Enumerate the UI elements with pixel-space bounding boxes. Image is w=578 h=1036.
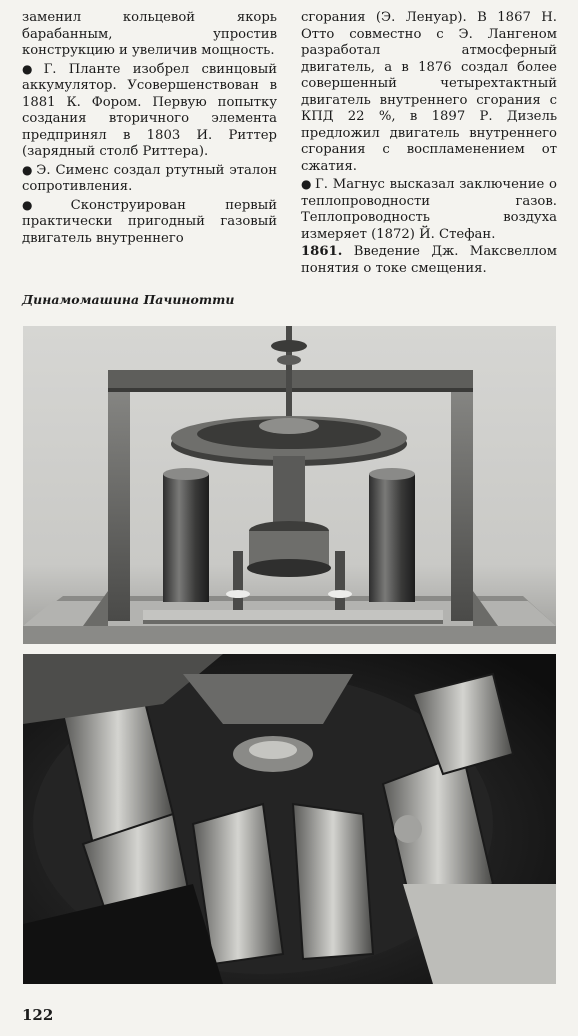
paragraph: [22, 197, 277, 248]
figure-caption: Динамомашина Пачинотти: [22, 292, 235, 307]
year-label: 1861.: [301, 244, 343, 259]
dynamo-photo-closeup: [23, 654, 556, 984]
page-number: 122: [22, 1006, 54, 1024]
left-text-column: [22, 10, 277, 248]
right-text-column: [301, 10, 557, 278]
paragraph-text: Г. Магнус высказал заключение о теплопроводности газов. Теплопроводность воздуха измеряет (1872) Й. Стефан.: [301, 177, 557, 242]
bullet-icon: ●: [22, 197, 68, 212]
bullet-icon: ●: [301, 177, 313, 191]
paragraph-text: Г. Планте изобрел свинцовый аккумулятор. Усовершенствован в 1881 К. Фором. Первую попытку создания вторичного элемента предпринял в 1803 И. Риттер (зарядный столб Риттера).: [22, 61, 277, 159]
bullet-icon: ●: [22, 61, 41, 76]
paragraph: заменил кольцевой якорь барабанным, упростив конструкцию и увеличив мощность.: [22, 10, 277, 58]
paragraph-text: Сконструирован первый практически пригодный газовый двигатель внутреннего: [22, 197, 277, 246]
paragraph-text: Введение Дж. Максвеллом понятия о токе смещения.: [301, 244, 557, 276]
paragraph: [301, 176, 557, 243]
dynamo-photo-overview: [23, 326, 556, 644]
paragraph: [22, 61, 277, 161]
bullet-icon: ●: [22, 162, 34, 177]
paragraph: [301, 244, 557, 277]
paragraph: сгорания (Э. Ленуар). В 1867 Н. Отто совместно с Э. Лангеном разработал атмосферный двигатель, а в 1876 создал более совершенный четырехтактный двигатель внутреннего сгорания с КПД 22 %, в 1897 Р. Дизель предложил двигатель внутреннего сгорания с воспламенением от сжатия.: [301, 10, 557, 174]
paragraph-text: Э. Сименс создал ртутный эталон сопротивления.: [22, 162, 277, 194]
paragraph: [22, 162, 277, 196]
